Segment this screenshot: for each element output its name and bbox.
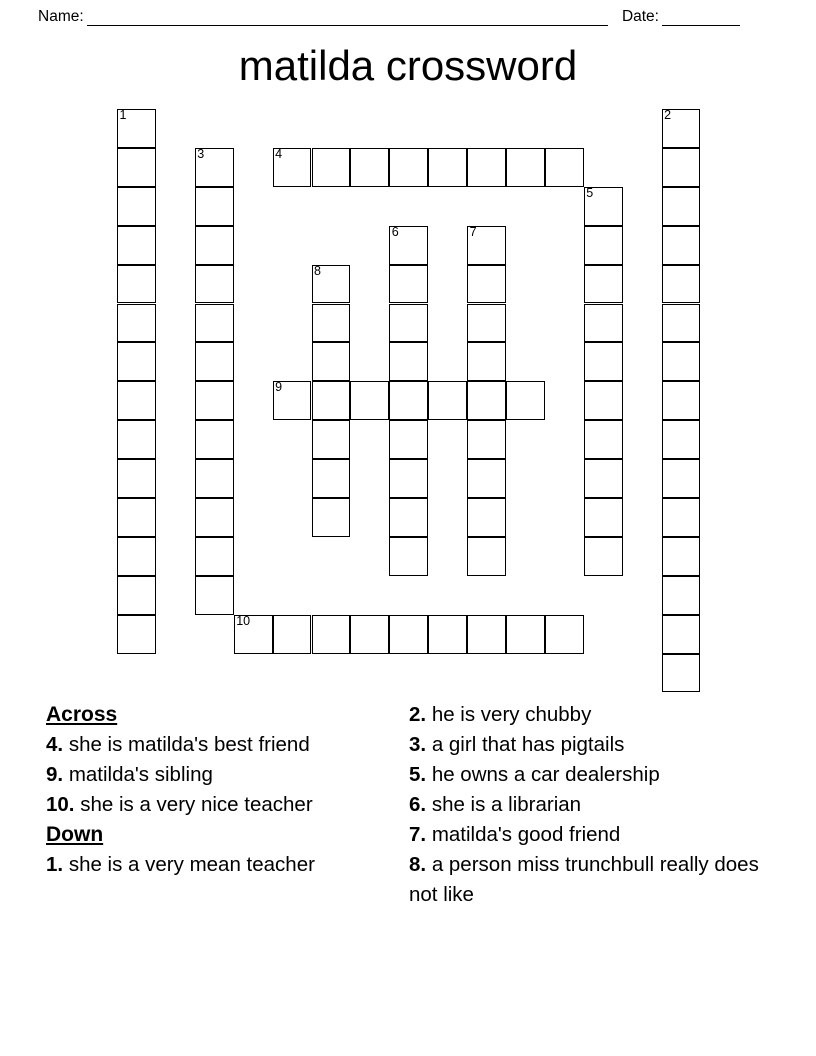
crossword-cell[interactable] — [312, 265, 351, 304]
clue-text: she is a very nice teacher — [80, 793, 313, 816]
clue-number: 9. — [46, 763, 64, 786]
crossword-cell[interactable] — [389, 537, 428, 576]
clue-down-3[interactable] — [409, 730, 759, 760]
crossword-cell[interactable] — [195, 381, 234, 420]
name-label: Name: — [38, 8, 84, 25]
cell-number-7: 7 — [469, 224, 477, 239]
crossword-cell[interactable] — [584, 342, 623, 381]
crossword-cell[interactable] — [312, 304, 351, 343]
clue-number: 10. — [46, 793, 75, 816]
crossword-cell[interactable] — [389, 265, 428, 304]
crossword-cell[interactable] — [467, 459, 506, 498]
crossword-cell[interactable] — [350, 615, 389, 654]
crossword-cell[interactable] — [195, 148, 234, 187]
clue-down-5[interactable] — [409, 760, 759, 790]
crossword-cell[interactable] — [117, 381, 156, 420]
crossword-cell[interactable] — [467, 226, 506, 265]
crossword-cell[interactable] — [389, 226, 428, 265]
crossword-cell[interactable] — [662, 187, 701, 226]
crossword-cell[interactable] — [234, 615, 273, 654]
crossword-cell[interactable] — [195, 420, 234, 459]
crossword-cell[interactable] — [662, 226, 701, 265]
crossword-cell[interactable] — [662, 459, 701, 498]
cell-number-1: 1 — [119, 108, 127, 122]
crossword-cell[interactable] — [195, 265, 234, 304]
crossword-cell[interactable] — [662, 576, 701, 615]
crossword-cell[interactable] — [273, 615, 312, 654]
crossword-cell[interactable] — [195, 226, 234, 265]
crossword-cell[interactable] — [428, 615, 467, 654]
clue-text: she is matilda's best friend — [68, 733, 310, 756]
crossword-cell[interactable] — [389, 342, 428, 381]
crossword-cell[interactable] — [312, 342, 351, 381]
crossword-cell[interactable] — [195, 304, 234, 343]
cell-number-4: 4 — [275, 146, 283, 161]
crossword-cell[interactable] — [273, 148, 312, 187]
crossword-cell[interactable] — [195, 459, 234, 498]
crossword-cell[interactable] — [312, 381, 351, 420]
crossword-cell[interactable] — [545, 615, 584, 654]
crossword-cell[interactable] — [117, 109, 156, 148]
clue-down-6[interactable] — [409, 790, 759, 820]
cell-number-6: 6 — [391, 224, 399, 239]
clue-down-2[interactable] — [409, 700, 759, 730]
crossword-cell[interactable] — [662, 342, 701, 381]
crossword-cell[interactable] — [662, 537, 701, 576]
crossword-cell[interactable] — [389, 304, 428, 343]
crossword-cell[interactable] — [389, 615, 428, 654]
crossword-cell[interactable] — [467, 420, 506, 459]
crossword-cell[interactable] — [389, 148, 428, 187]
cell-number-3: 3 — [197, 146, 205, 161]
cell-number-9: 9 — [275, 380, 283, 395]
crossword-cell[interactable] — [584, 265, 623, 304]
cell-number-10: 10 — [236, 613, 251, 628]
across-heading: Across — [46, 703, 118, 726]
crossword-cell[interactable] — [312, 420, 351, 459]
crossword-cell[interactable] — [117, 342, 156, 381]
clue-across-10[interactable] — [46, 790, 398, 820]
crossword-cell[interactable] — [662, 148, 701, 187]
crossword-cell[interactable] — [584, 498, 623, 537]
date-label: Date: — [621, 8, 659, 25]
crossword-cell[interactable] — [584, 537, 623, 576]
clues-column-right — [409, 700, 759, 910]
clue-down-7[interactable] — [409, 820, 759, 850]
crossword-cell[interactable] — [506, 148, 545, 187]
crossword-cell[interactable] — [467, 304, 506, 343]
crossword-cell[interactable] — [117, 304, 156, 343]
clue-text: a girl that has pigtails — [431, 733, 625, 756]
crossword-cell[interactable] — [467, 537, 506, 576]
crossword-cell[interactable] — [195, 342, 234, 381]
crossword-cell[interactable] — [662, 615, 701, 654]
clue-across-4[interactable] — [46, 730, 398, 760]
crossword-cell[interactable] — [117, 537, 156, 576]
clue-number: 8. — [409, 853, 427, 876]
clue-number: 2. — [409, 703, 427, 726]
crossword-cell[interactable] — [195, 537, 234, 576]
clue-number: 7. — [409, 823, 427, 846]
crossword-cell[interactable] — [467, 265, 506, 304]
clue-text: matilda's sibling — [68, 763, 213, 786]
crossword-cell[interactable] — [389, 459, 428, 498]
crossword-cell[interactable] — [117, 576, 156, 615]
crossword-cell[interactable] — [117, 187, 156, 226]
clue-text: matilda's good friend — [431, 823, 621, 846]
crossword-cell[interactable] — [312, 148, 351, 187]
crossword-cell[interactable] — [584, 420, 623, 459]
clue-text: she is a very mean teacher — [68, 853, 315, 876]
clue-number: 4. — [46, 733, 64, 756]
crossword-cell[interactable] — [467, 498, 506, 537]
crossword-cell[interactable] — [117, 265, 156, 304]
crossword-cell[interactable] — [584, 459, 623, 498]
clue-text: a person miss trunchbull really does not like — [409, 853, 759, 906]
clues-column-left — [46, 700, 398, 880]
clue-number: 5. — [409, 763, 427, 786]
crossword-cell[interactable] — [312, 615, 351, 654]
crossword-cell[interactable] — [662, 304, 701, 343]
crossword-cell[interactable] — [506, 381, 545, 420]
crossword-cell[interactable] — [506, 615, 545, 654]
clue-down-8[interactable] — [409, 850, 759, 910]
crossword-cell[interactable] — [117, 615, 156, 654]
crossword-cell[interactable] — [389, 420, 428, 459]
crossword-cell[interactable] — [662, 265, 701, 304]
clues-section — [0, 700, 816, 1000]
crossword-cell[interactable] — [117, 459, 156, 498]
cell-number-2: 2 — [664, 108, 672, 122]
crossword-cell[interactable] — [662, 498, 701, 537]
crossword-cell[interactable] — [195, 498, 234, 537]
clue-text: he is very chubby — [431, 703, 592, 726]
crossword-cell[interactable] — [350, 381, 389, 420]
crossword-cell[interactable] — [662, 654, 701, 693]
crossword-cell[interactable] — [584, 304, 623, 343]
crossword-cell[interactable] — [312, 498, 351, 537]
crossword-cell[interactable] — [117, 226, 156, 265]
crossword-cell[interactable] — [467, 148, 506, 187]
crossword-cell[interactable] — [117, 148, 156, 187]
crossword-cell[interactable] — [428, 381, 467, 420]
clue-number: 6. — [409, 793, 427, 816]
crossword-cell[interactable] — [662, 381, 701, 420]
crossword-cell[interactable] — [195, 576, 234, 615]
clue-number: 1. — [46, 853, 64, 876]
crossword-cell[interactable] — [584, 226, 623, 265]
crossword-cell[interactable] — [389, 498, 428, 537]
clue-text: she is a librarian — [431, 793, 582, 816]
crossword-cell[interactable] — [584, 381, 623, 420]
cell-number-8: 8 — [314, 263, 321, 278]
crossword-cell[interactable] — [389, 381, 428, 420]
crossword-cell[interactable] — [273, 381, 312, 420]
clue-number: 3. — [409, 733, 427, 756]
crossword-cell[interactable] — [662, 109, 701, 148]
page-title: matilda crossword — [238, 42, 578, 89]
crossword-cell[interactable] — [350, 148, 389, 187]
crossword-cell[interactable] — [117, 420, 156, 459]
clue-across-9[interactable] — [46, 760, 398, 790]
crossword-cell[interactable] — [117, 498, 156, 537]
crossword-cell[interactable] — [545, 148, 584, 187]
clue-text: he owns a car dealership — [431, 763, 660, 786]
crossword-cell[interactable] — [467, 615, 506, 654]
crossword-cell[interactable] — [195, 187, 234, 226]
crossword-cell[interactable] — [584, 187, 623, 226]
clue-down-1[interactable] — [46, 850, 398, 880]
crossword-cell[interactable] — [467, 342, 506, 381]
down-heading: Down — [46, 823, 104, 846]
crossword-cell[interactable] — [662, 420, 701, 459]
crossword-cell[interactable] — [428, 148, 467, 187]
cell-number-5: 5 — [586, 185, 594, 200]
crossword-cell[interactable] — [312, 459, 351, 498]
crossword-cell[interactable] — [467, 381, 506, 420]
